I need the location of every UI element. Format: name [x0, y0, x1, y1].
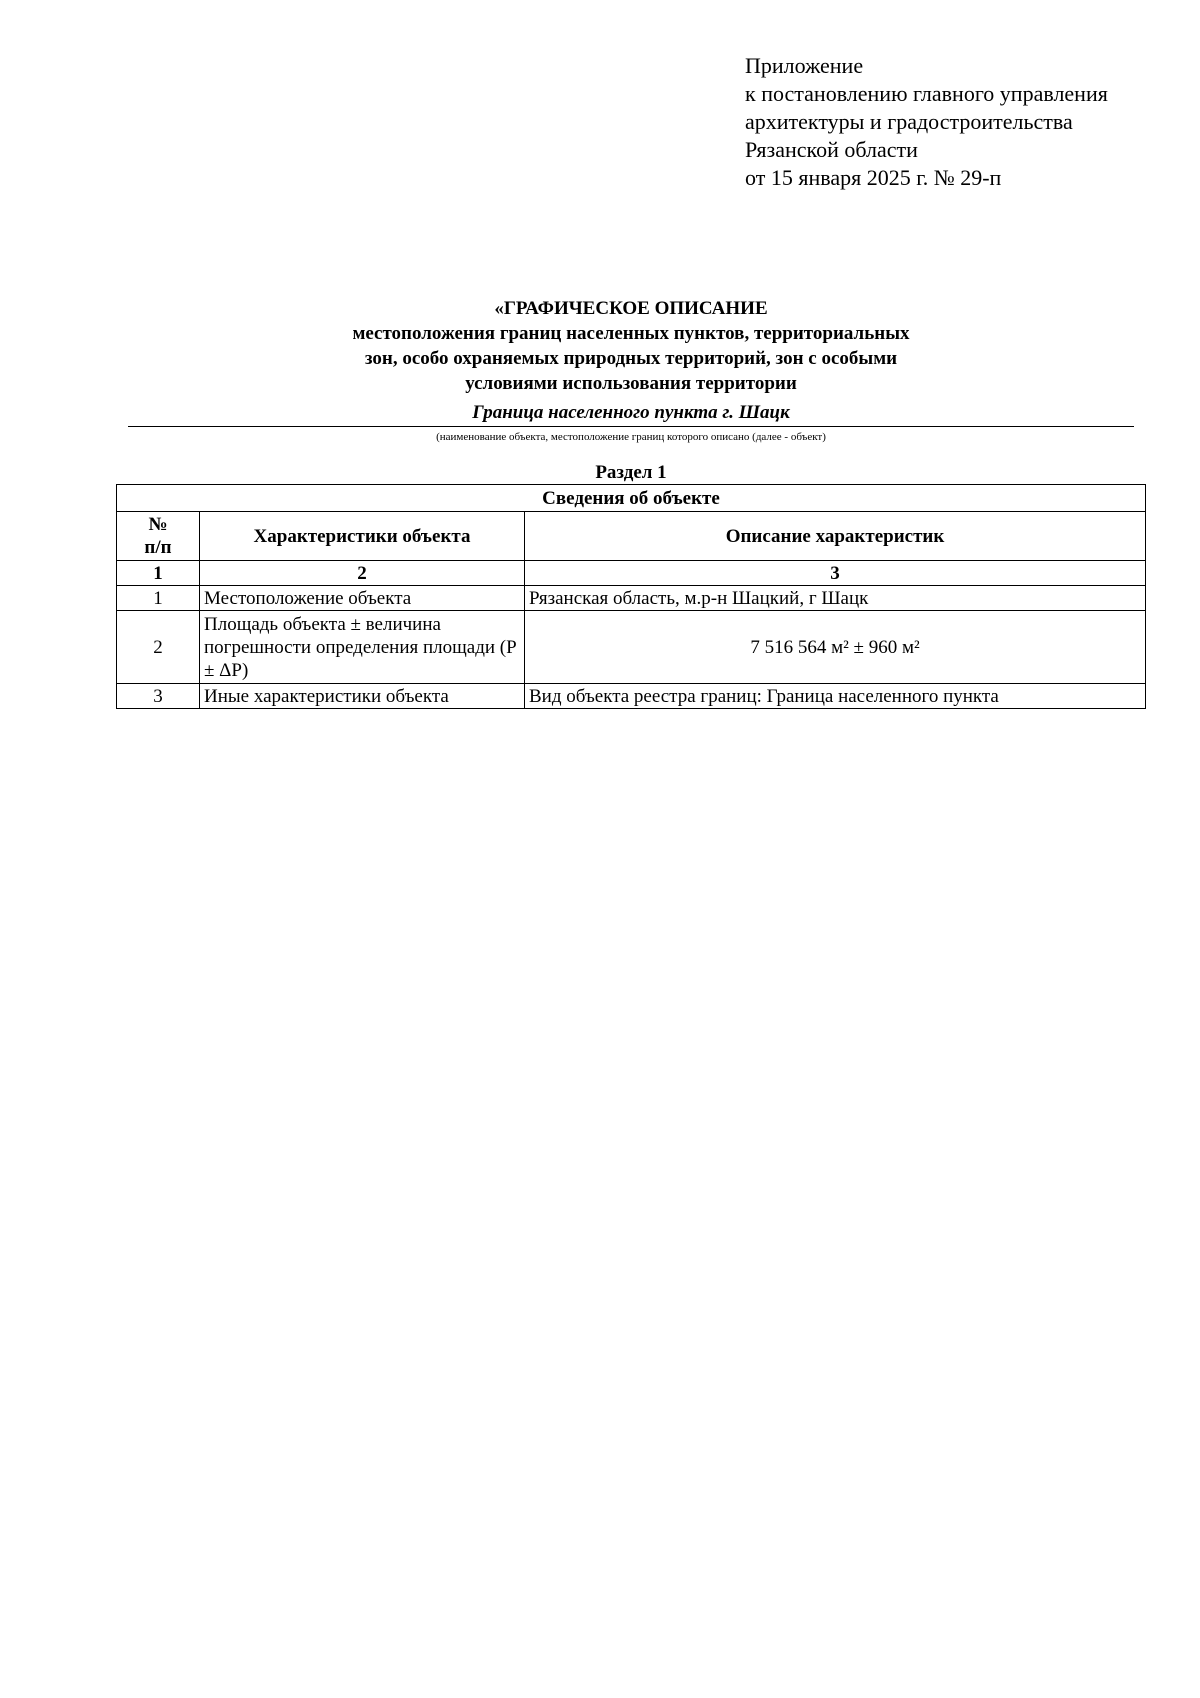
row-characteristic: Иные характеристики объекта — [200, 684, 525, 709]
column-index: 3 — [525, 561, 1146, 586]
row-num: 3 — [117, 684, 200, 709]
object-info-table — [116, 484, 1146, 709]
header-description: Описание характеристик — [525, 512, 1146, 561]
table-caption: Сведения об объекте — [117, 485, 1146, 512]
appendix-note — [745, 52, 1108, 192]
header-num — [117, 512, 200, 561]
table-row — [117, 586, 1146, 611]
column-index-row — [117, 561, 1146, 586]
document-title — [128, 296, 1134, 396]
column-index: 1 — [117, 561, 200, 586]
table-caption-row — [117, 485, 1146, 512]
header-num-line2: п/п — [144, 537, 172, 558]
title-line: «ГРАФИЧЕСКОЕ ОПИСАНИЕ — [494, 298, 768, 319]
appendix-line: архитектуры и градостроительства — [745, 109, 1073, 134]
section-title: Раздел 1 — [595, 462, 667, 483]
title-line: зон, особо охраняемых природных территорий, зон с особыми — [364, 348, 898, 369]
row-description: Вид объекта реестра границ: Граница населенного пункта — [525, 684, 1146, 709]
header-num-line1: № — [148, 514, 168, 535]
object-name-caption: (наименование объекта, местоположение границ которого описано (далее - объект) — [436, 431, 826, 443]
row-characteristic: Площадь объекта ± величина погрешности определения площади (P ± ΔP) — [200, 611, 525, 684]
appendix-line: к постановлению главного управления — [745, 81, 1108, 106]
title-line: местоположения границ населенных пунктов, территориальных — [352, 323, 910, 344]
header-characteristic: Характеристики объекта — [200, 512, 525, 561]
table-row — [117, 684, 1146, 709]
row-description: 7 516 564 м² ± 960 м² — [525, 611, 1146, 684]
row-num: 1 — [117, 586, 200, 611]
row-num: 2 — [117, 611, 200, 684]
appendix-line: Рязанской области — [745, 137, 918, 162]
table-header-row — [117, 512, 1146, 561]
table-row — [117, 611, 1146, 684]
underline-divider — [128, 426, 1134, 427]
appendix-line: Приложение — [745, 53, 864, 78]
row-characteristic: Местоположение объекта — [200, 586, 525, 611]
object-name: Граница населенного пункта г. Шацк — [472, 402, 790, 423]
column-index: 2 — [200, 561, 525, 586]
title-line: условиями использования территории — [465, 373, 797, 394]
appendix-date-line: от 15 января 2025 г. № 29-п — [745, 165, 1002, 190]
row-description: Рязанская область, м.р-н Шацкий, г Шацк — [525, 586, 1146, 611]
